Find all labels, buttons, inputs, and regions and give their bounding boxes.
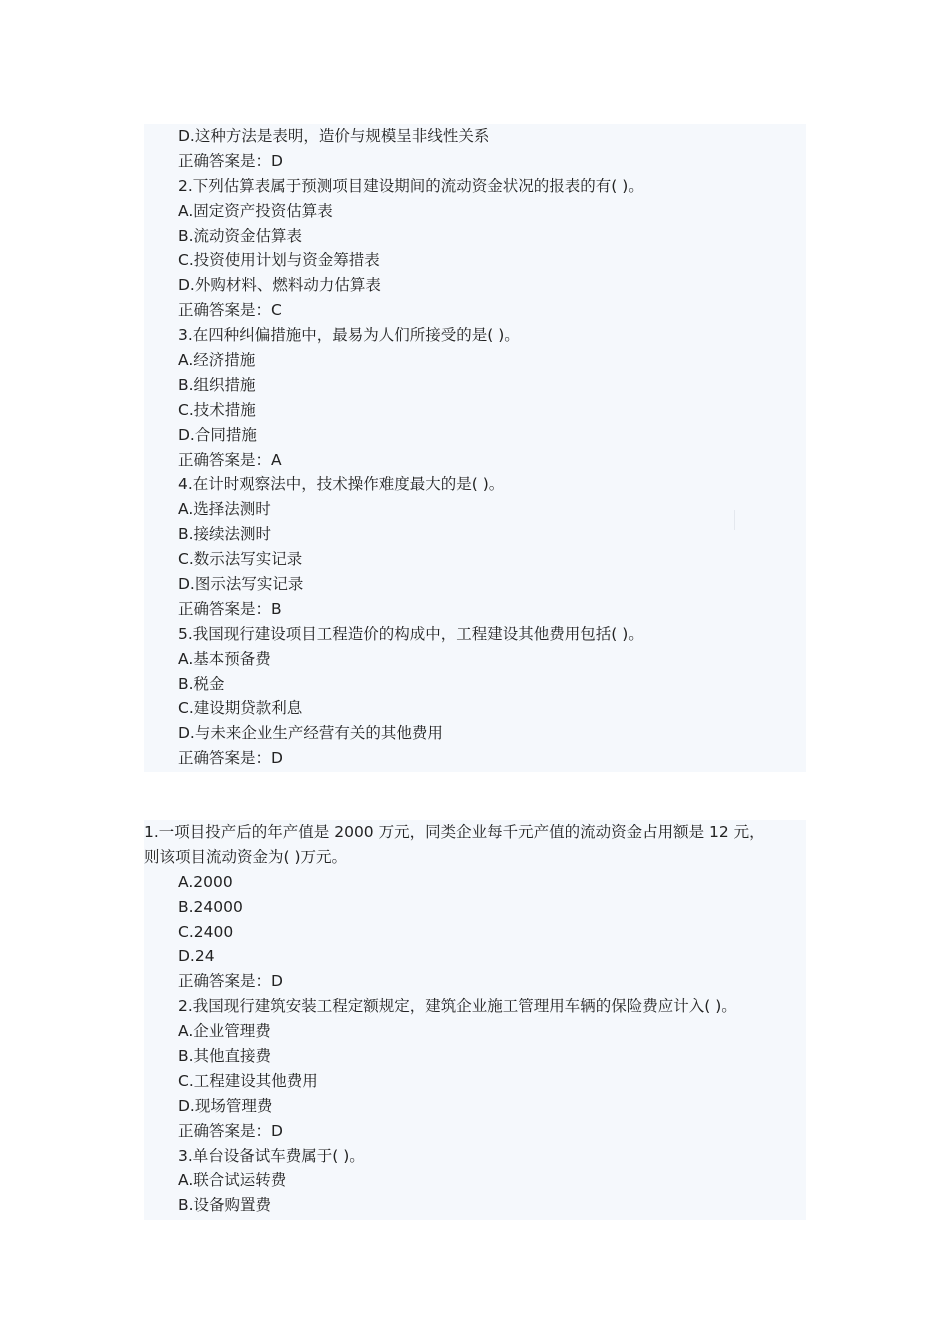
option-line: C.技术措施	[178, 400, 256, 419]
option-line: A.企业管理费	[178, 1022, 271, 1041]
question-line: 3.单台设备试车费属于( )。	[178, 1146, 365, 1165]
option-line: B.税金	[178, 674, 225, 693]
option-line: C.建设期贷款利息	[178, 699, 303, 718]
question-line: 2.我国现行建筑安装工程定额规定，建筑企业施工管理用车辆的保险费应计入( )。	[178, 997, 737, 1016]
option-line: D.合同措施	[178, 425, 257, 444]
question-line: 5.我国现行建设项目工程造价的构成中，工程建设其他费用包括( )。	[178, 624, 644, 643]
question-line: 1.一项目投产后的年产值是 2000 万元，同类企业每千元产值的流动资金占用额是 12 元，	[144, 823, 765, 841]
answer-line: 正确答案是：D	[178, 972, 283, 991]
quiz-panel-1	[144, 124, 806, 772]
quiz-panel-2	[144, 820, 806, 1220]
option-line: D.这种方法是表明，造价与规模呈非线性关系	[178, 127, 490, 145]
divider-mark	[734, 510, 735, 530]
answer-line: 正确答案是：D	[178, 749, 283, 768]
option-line: A.选择法测时	[178, 500, 271, 519]
answer-line: 正确答案是：D	[178, 1121, 283, 1140]
option-line: C.投资使用计划与资金筹措表	[178, 251, 380, 270]
option-line: D.图示法写实记录	[178, 575, 304, 594]
option-line: B.其他直接费	[178, 1047, 272, 1066]
option-line: A.固定资产投资估算表	[178, 201, 333, 220]
option-line: C.2400	[178, 922, 234, 941]
option-line: D.24	[178, 947, 215, 966]
option-line: D.现场管理费	[178, 1096, 273, 1115]
option-line: A.经济措施	[178, 351, 256, 370]
option-line: B.流动资金估算表	[178, 226, 303, 245]
option-line: C.工程建设其他费用	[178, 1071, 318, 1090]
question-line: 2.下列估算表属于预测项目建设期间的流动资金状况的报表的有( )。	[178, 176, 644, 195]
answer-line: 正确答案是：D	[178, 151, 283, 170]
option-line: B.组织措施	[178, 375, 256, 394]
answer-line: 正确答案是：B	[178, 599, 282, 618]
question-line: 4.在计时观察法中，技术操作难度最大的是( )。	[178, 475, 505, 494]
option-line: B.接续法测时	[178, 525, 272, 544]
option-line: D.与未来企业生产经营有关的其他费用	[178, 724, 443, 743]
answer-line: 正确答案是：A	[178, 450, 282, 469]
question-line-continued: 则该项目流动资金为( )万元。	[144, 847, 348, 866]
option-line: C.数示法写实记录	[178, 550, 303, 569]
question-line: 3.在四种纠偏措施中，最易为人们所接受的是( )。	[178, 326, 520, 345]
option-line: A.联合试运转费	[178, 1171, 287, 1190]
option-line: A.2000	[178, 872, 233, 891]
option-line: B.设备购置费	[178, 1196, 272, 1215]
answer-line: 正确答案是：C	[178, 301, 282, 320]
option-line: A.基本预备费	[178, 649, 271, 668]
option-line: D.外购材料、燃料动力估算表	[178, 276, 381, 295]
option-line: B.24000	[178, 897, 243, 916]
